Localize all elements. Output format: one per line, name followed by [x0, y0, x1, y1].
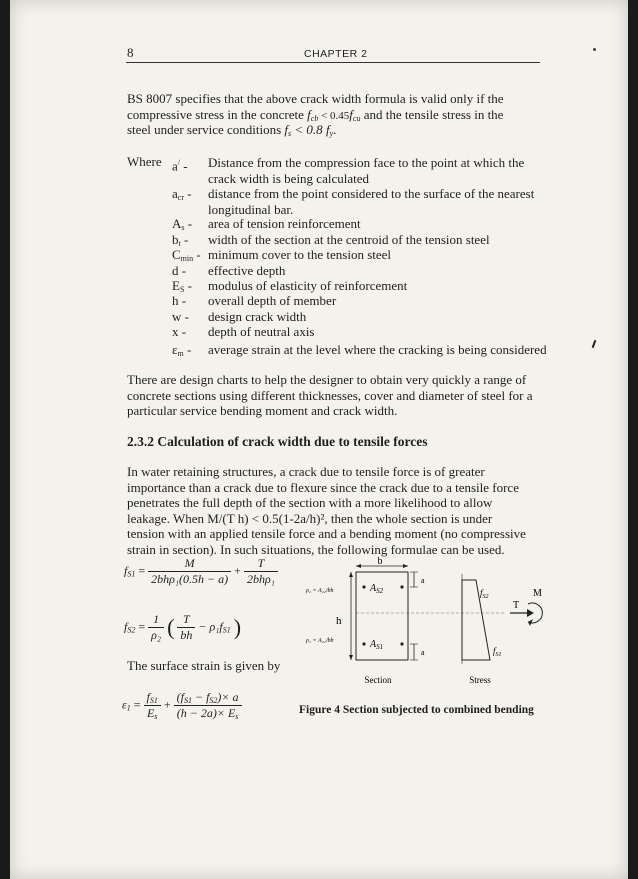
eq3-num-1-sub: S1	[149, 696, 158, 705]
eq3-fraction-1	[144, 690, 161, 721]
eq3-num-2-sub1: S1	[183, 696, 192, 705]
fs1-label	[493, 646, 502, 658]
eq3-fraction-2	[174, 690, 242, 721]
stress-block	[462, 580, 490, 660]
eq3-num-1-f: f	[146, 690, 150, 704]
fcb-symbol: f	[307, 107, 311, 122]
as1-label-a: A	[370, 639, 377, 650]
eq3-plus: +	[163, 697, 171, 712]
page-number: 8	[127, 45, 134, 60]
definition-dash: -	[178, 293, 187, 308]
definition-dash: -	[184, 278, 192, 293]
as2-label-sub: S2	[376, 587, 384, 595]
eq3-den-1-e: E	[146, 706, 155, 720]
eq2-tail: − ρ₁f	[198, 619, 223, 634]
definition-text: average strain at the level where the cracking is being considered	[208, 342, 547, 357]
eq1-num-2: T	[244, 556, 278, 572]
fy-symbol: f	[325, 122, 330, 137]
eq2-den-2: bh	[180, 628, 193, 642]
charts-line-3: particular service bending moment and crack width.	[127, 403, 398, 418]
definition-symbol-letter: b	[172, 232, 179, 247]
eq3-num-2-end: )× a	[217, 690, 239, 704]
moment-arrow-head	[528, 619, 533, 626]
eq3-num-2-a: (f	[176, 690, 184, 704]
top-bar-left	[362, 585, 365, 588]
section-caption: Section	[364, 675, 392, 685]
tension-label: T	[513, 600, 520, 611]
fs1-label-f: f	[493, 646, 496, 656]
fs-symbol: f	[281, 122, 289, 137]
definition-symbol	[172, 324, 186, 340]
eq1-fraction-2	[244, 556, 278, 587]
b-arrow-left	[356, 564, 361, 568]
intro-line-1: BS 8007 specifies that the above crack width formula is valid only if the	[127, 91, 504, 106]
figure-caption: Figure 4 Section subjected to combined bending	[299, 704, 534, 716]
intro-line-2-text: compressive stress in the concrete	[127, 107, 304, 122]
fcb-sub: cb	[310, 114, 319, 123]
b-arrow-right	[403, 564, 408, 568]
surface-strain-text: The surface strain is given by	[127, 658, 281, 673]
definition-symbol-sub: t	[178, 239, 181, 248]
bottom-bar-right	[400, 642, 403, 645]
where-label: Where	[127, 154, 162, 169]
fcb-limit: < 0.45	[318, 110, 350, 122]
definition-symbol-sub: m	[177, 349, 184, 358]
scan-mark	[592, 340, 597, 348]
definition-dash: -	[183, 342, 192, 357]
intro-line-2-end: and the tensile stress in the	[360, 107, 504, 122]
eq2-den-1: ρ₂	[151, 628, 162, 642]
fcu-sub: cu	[352, 114, 361, 123]
eq1-num-1: M	[148, 556, 231, 572]
fs2-label-f: f	[480, 588, 483, 598]
eq2-num-1: 1	[148, 612, 164, 628]
intro-line-3-end: .	[333, 122, 337, 137]
definition-text: design crack width	[208, 309, 307, 324]
eq3-num-2-sub2: S2	[209, 696, 218, 705]
definition-text: Distance from the compression face to the point at which the	[208, 155, 525, 170]
eq3-den-2-sub: s	[235, 712, 239, 721]
as2-label-a: A	[370, 583, 377, 594]
definition-text: area of tension reinforcement	[208, 216, 361, 231]
eq1-equals: =	[138, 563, 146, 578]
definition-symbol-sub: s	[181, 223, 185, 232]
definition-symbol	[172, 186, 192, 206]
eq3-num-2-mid: − f	[191, 690, 210, 704]
eq3-lhs-sub: 1	[126, 703, 131, 713]
definition-dash: -	[181, 309, 189, 324]
eq2-paren-close: )	[233, 614, 242, 640]
definition-text-continued: longitudinal bar.	[208, 201, 294, 217]
eq2-tail-sub: S1	[222, 625, 231, 635]
definition-dash: -	[184, 216, 193, 231]
eq2-fraction-2	[177, 612, 195, 643]
definition-symbol-letter: a	[172, 186, 178, 201]
definition-symbol-letter: w	[172, 309, 182, 324]
definition-symbol-sup: /	[177, 158, 181, 167]
definition-text: overall depth of member	[208, 293, 337, 308]
eq2-fraction-1	[148, 612, 164, 643]
definition-text: effective depth	[208, 263, 286, 278]
eq3-den-1	[144, 706, 161, 721]
equation-fs2	[124, 612, 241, 643]
chapter-header: CHAPTER 2	[304, 48, 368, 60]
definition-symbol	[172, 263, 186, 279]
rho1-label: ρ₁ = A₂₁/bh	[306, 638, 334, 644]
intro-line-3	[127, 122, 336, 142]
tensile-line-1: In water retaining structures, a crack due to tensile force is of greater	[127, 464, 485, 479]
definition-symbol	[172, 342, 191, 362]
definition-symbol-letter: ε	[172, 342, 178, 357]
definition-text: depth of neutral axis	[208, 324, 315, 339]
eq3-den-2-text: (h − 2a)× E	[176, 706, 236, 720]
definition-symbol	[172, 155, 188, 174]
rho2-label: ρ₂ = A₂₂/bh	[306, 588, 334, 594]
scan-dot	[593, 48, 596, 51]
as1-label	[369, 639, 383, 651]
as1-label-sub: S1	[376, 643, 384, 651]
fy-sub: y	[329, 129, 334, 138]
eq2-paren-open: (	[167, 614, 175, 640]
definition-dash: -	[180, 158, 188, 174]
charts-line-2: concrete sections using different thicknesses, cover and diameter of steel for a	[127, 388, 533, 403]
tensile-line-5: tension with an applied tensile force and a bending moment (no compressive	[127, 526, 526, 541]
definition-symbol-sub: S	[179, 285, 185, 294]
definition-text-continued: crack width is being calculated	[208, 170, 369, 186]
eq1-lhs: f	[124, 563, 128, 578]
tensile-line-2: importance than a crack due to flexure since the crack due to a tensile force	[127, 480, 519, 495]
eq3-lhs: ε	[122, 697, 127, 712]
definition-text: minimum cover to the tension steel	[208, 247, 392, 262]
definition-symbol-letter: h	[172, 293, 179, 308]
definition-dash: -	[180, 232, 189, 247]
figure-section-diagram	[290, 556, 560, 696]
intro-line-3-text: steel under service conditions	[127, 122, 282, 137]
eq3-equals: =	[133, 697, 141, 712]
document-page	[10, 0, 628, 879]
charts-line-1: There are design charts to help the designer to obtain very quickly a range of	[127, 372, 527, 387]
definition-symbol	[172, 309, 189, 325]
definition-symbol-letter: a	[172, 158, 178, 174]
h-label: h	[336, 615, 342, 627]
as2-label	[369, 583, 384, 595]
definition-text: modulus of elasticity of reinforcement	[208, 278, 408, 293]
header-rule	[126, 62, 540, 63]
eq3-den-1-sub: s	[154, 712, 158, 721]
fs-limit: < 0.8	[291, 122, 326, 137]
h-arrow-top	[349, 572, 353, 577]
equation-fs1	[124, 556, 278, 587]
eq2-lhs-sub: S2	[127, 625, 136, 635]
definition-symbol-letter: E	[172, 278, 180, 293]
definition-text: distance from the point considered to the surface of the nearest	[208, 186, 535, 201]
tensile-line-3: penetrates the full depth of the section with a more likelihood to allow	[127, 495, 493, 510]
top-bar-right	[400, 585, 403, 588]
eq3-den-2	[174, 706, 242, 721]
definition-symbol-letter: C	[172, 247, 181, 262]
eq2-equals: =	[138, 619, 146, 634]
eq1-den-2: 2bhρ₁	[246, 572, 275, 586]
fs2-label	[480, 588, 489, 600]
fs2-label-sub: S2	[482, 594, 489, 600]
stress-caption: Stress	[469, 675, 491, 685]
fs1-label-sub: S1	[495, 652, 502, 658]
eq2-lhs: f	[124, 619, 128, 634]
definition-dash: -	[193, 247, 201, 262]
tensile-line-4: leakage. When M/(T h) < 0.5(1-2a/h)², then the whole section is under	[127, 511, 493, 526]
section-heading: 2.3.2 Calculation of crack width due to tensile forces	[127, 434, 428, 449]
definition-symbol	[172, 293, 186, 309]
definition-dash: -	[184, 186, 192, 201]
definition-symbol-letter: A	[172, 216, 182, 231]
definition-symbol-sub: cr	[177, 193, 184, 202]
definition-text: width of the section at the centroid of the tension steel	[208, 232, 490, 247]
eq3-num-2	[174, 690, 242, 706]
tensile-line-6: strain in section). In such situations, the following formulae can be used.	[127, 542, 505, 557]
eq3-num-1	[144, 690, 161, 706]
moment-label: M	[533, 588, 542, 599]
definition-symbol-sub: min	[180, 254, 194, 263]
eq1-fraction-1	[148, 556, 231, 587]
tension-arrow-head	[527, 609, 534, 617]
eq1-plus: +	[234, 563, 241, 578]
definition-symbol-letter: d	[172, 263, 179, 278]
definition-dash: -	[178, 263, 187, 278]
b-label: b	[377, 556, 383, 567]
definition-dash: -	[178, 324, 187, 339]
h-arrow-bottom	[349, 655, 353, 660]
equation-strain	[122, 690, 242, 721]
cover-top-label: a	[421, 576, 425, 585]
cover-bottom-label: a	[421, 648, 425, 657]
eq1-lhs-sub: S1	[127, 569, 136, 579]
definition-symbol-letter: x	[172, 324, 179, 339]
eq1-den-1: 2bhρ₁(0.5h − a)	[151, 572, 229, 586]
eq2-num-2: T	[177, 612, 195, 628]
fcu-symbol: f	[349, 107, 353, 122]
fs-sub: s	[288, 129, 292, 138]
bottom-bar-left	[362, 642, 365, 645]
